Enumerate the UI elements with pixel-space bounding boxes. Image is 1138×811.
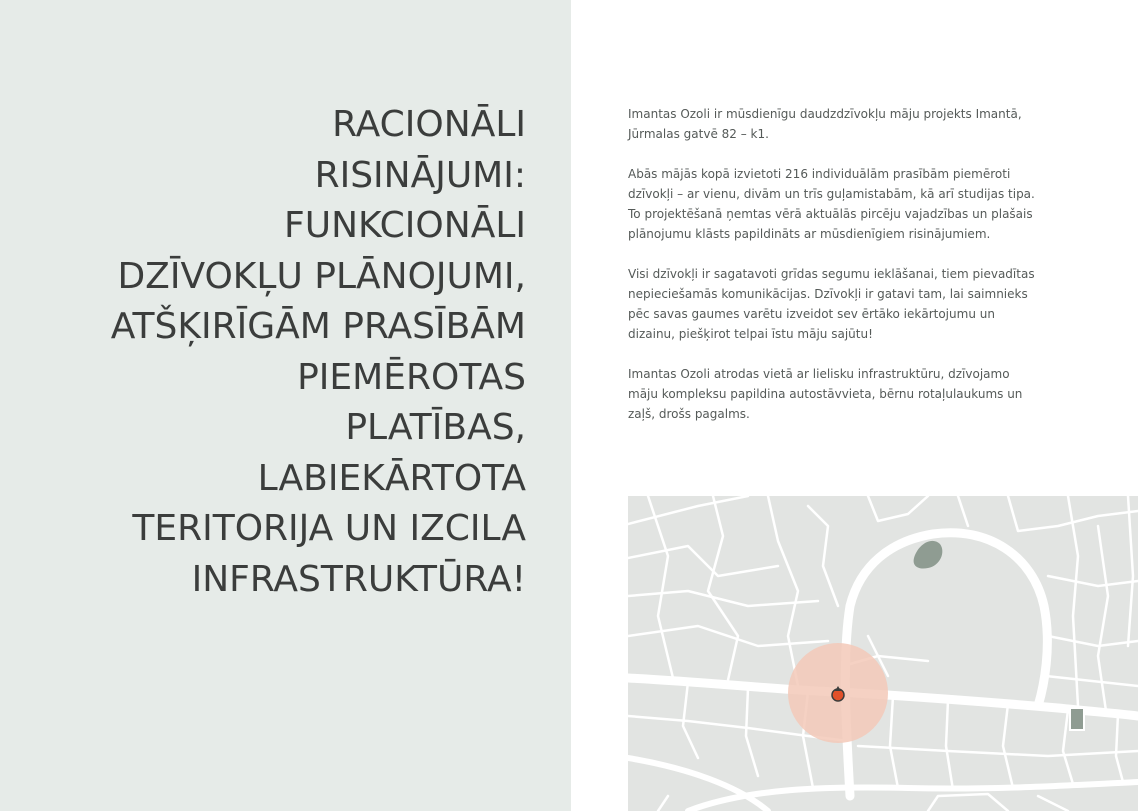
location-map[interactable] (628, 496, 1138, 811)
paragraph-apartments: Abās mājās kopā izvietoti 216 individuālām prasībām piemēroti dzīvokļi – ar vienu, divām un trīs guļamistabām, kā arī studijas tipa. To projektēšanā ņemtas vērā aktuālās pircēju vajadzības un plašais plānojumu klāsts papildināts ar mūsdienīgiem risinājumiem. (628, 167, 1035, 241)
headline-line: PIEMĒROTAS (297, 356, 526, 398)
paragraph-infrastructure: Imantas Ozoli atrodas vietā ar lielisku infrastruktūru, dzīvojamo māju kompleksu papildina autostāvvieta, bērnu rotaļulaukums un zaļš, drošs pagalms. (628, 367, 1023, 421)
headline-line: RACIONĀLI (332, 104, 526, 145)
headline-line: INFRASTRUKTŪRA! (191, 558, 526, 600)
headline-line: LABIEKĀRTOTA (257, 457, 526, 499)
paragraph-finishing: Visi dzīvokļi ir sagatavoti grīdas segumu ieklāšanai, tiem pievadītas nepieciešamās komunikācijas. Dzīvokļi ir gatavi tam, lai saimnieks pēc savas gaumes varētu izveidot sev ērtāko iekārtojumu un dizainu, piešķirot telpai īstu māju sajūtu! (628, 267, 1035, 341)
description-text (628, 104, 1038, 444)
headline-line: ATŠĶIRĪGĀM PRASĪBĀM (110, 306, 526, 347)
headline-line: RISINĀJUMI: (314, 154, 526, 196)
headline (46, 100, 526, 605)
headline-line: TERITORIJA UN IZCILA (132, 508, 526, 549)
park-area-small (1070, 708, 1084, 730)
headline-line: PLATĪBAS, (345, 407, 526, 448)
paragraph-intro: Imantas Ozoli ir mūsdienīgu daudzdzīvokļu māju projekts Imantā, Jūrmalas gatvē 82 – k1. (628, 107, 1022, 141)
headline-line: DZĪVOKĻU PLĀNOJUMI, (117, 255, 526, 297)
map-background (628, 496, 1138, 811)
headline-line: FUNKCIONĀLI (284, 205, 526, 246)
map-graphic (628, 496, 1138, 811)
